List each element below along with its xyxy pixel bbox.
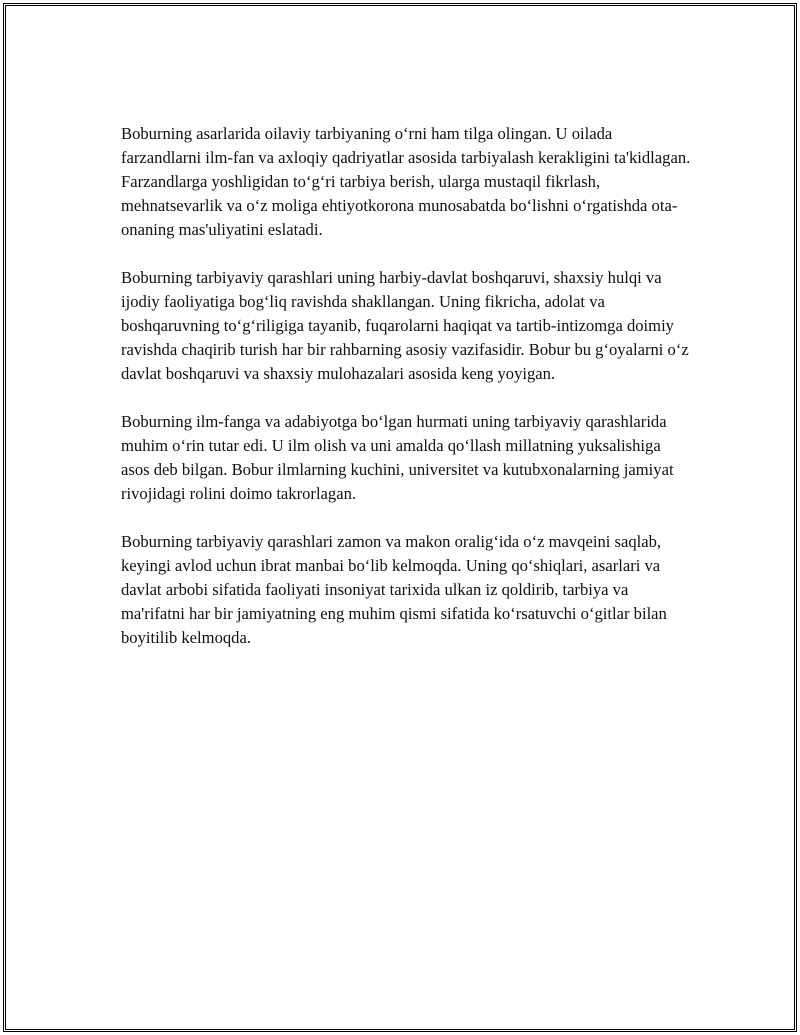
document-body	[121, 122, 691, 674]
paragraph-2: Boburning tarbiyaviy qarashlari uning harbiy-davlat boshqaruvi, shaxsiy hulqi va ijodiy faoliyatiga bog‘liq ravishda shakllangan. Uning fikricha, adolat va boshqaruvning to‘g‘riligiga tayanib, fuqarolarni haqiqat va tartib-intizomga doimiy ravishda chaqirib turish har bir rahbarning asosiy vazifasidir. Bobur bu g‘oyalarni o‘z davlat boshqaruvi va shaxsiy mulohazalari asosida keng yoyigan.	[121, 268, 689, 383]
page-frame	[3, 3, 797, 1032]
paragraph-3: Boburning ilm-fanga va adabiyotga bo‘lgan hurmati uning tarbiyaviy qarashlarida muhim o‘rin tutar edi. U ilm olish va uni amalda qo‘llash millatning yuksalishiga asos deb bilgan. Bobur ilmlarning kuchini, universitet va kutubxonalarning jamiyat rivojidagi rolini doimo takrorlagan.	[121, 412, 674, 503]
paragraph-4: Boburning tarbiyaviy qarashlari zamon va makon oralig‘ida o‘z mavqeini saqlab, keyingi avlod uchun ibrat manbai bo‘lib kelmoqda. Uning qo‘shiqlari, asarlari va davlat arbobi sifatida faoliyati insoniyat tarixida ulkan iz qoldirib, tarbiya va ma'rifatni har bir jamiyatning eng muhim qismi sifatida ko‘rsatuvchi o‘gitlar bilan boyitilib kelmoqda.	[121, 532, 667, 647]
paragraph-1: Boburning asarlarida oilaviy tarbiyaning o‘rni ham tilga olingan. U oilada farzandlarni ilm-fan va axloqiy qadriyatlar asosida tarbiyalash kerakligini ta'kidlagan. Farzandlarga yoshligidan to‘g‘ri tarbiya berish, ularga mustaqil fikrlash, mehnatsevarlik va o‘z moliga ehtiyotkorona munosabatda bo‘lishni o‘rgatishda ota-onaning mas'uliyatini eslatadi.	[121, 124, 691, 239]
